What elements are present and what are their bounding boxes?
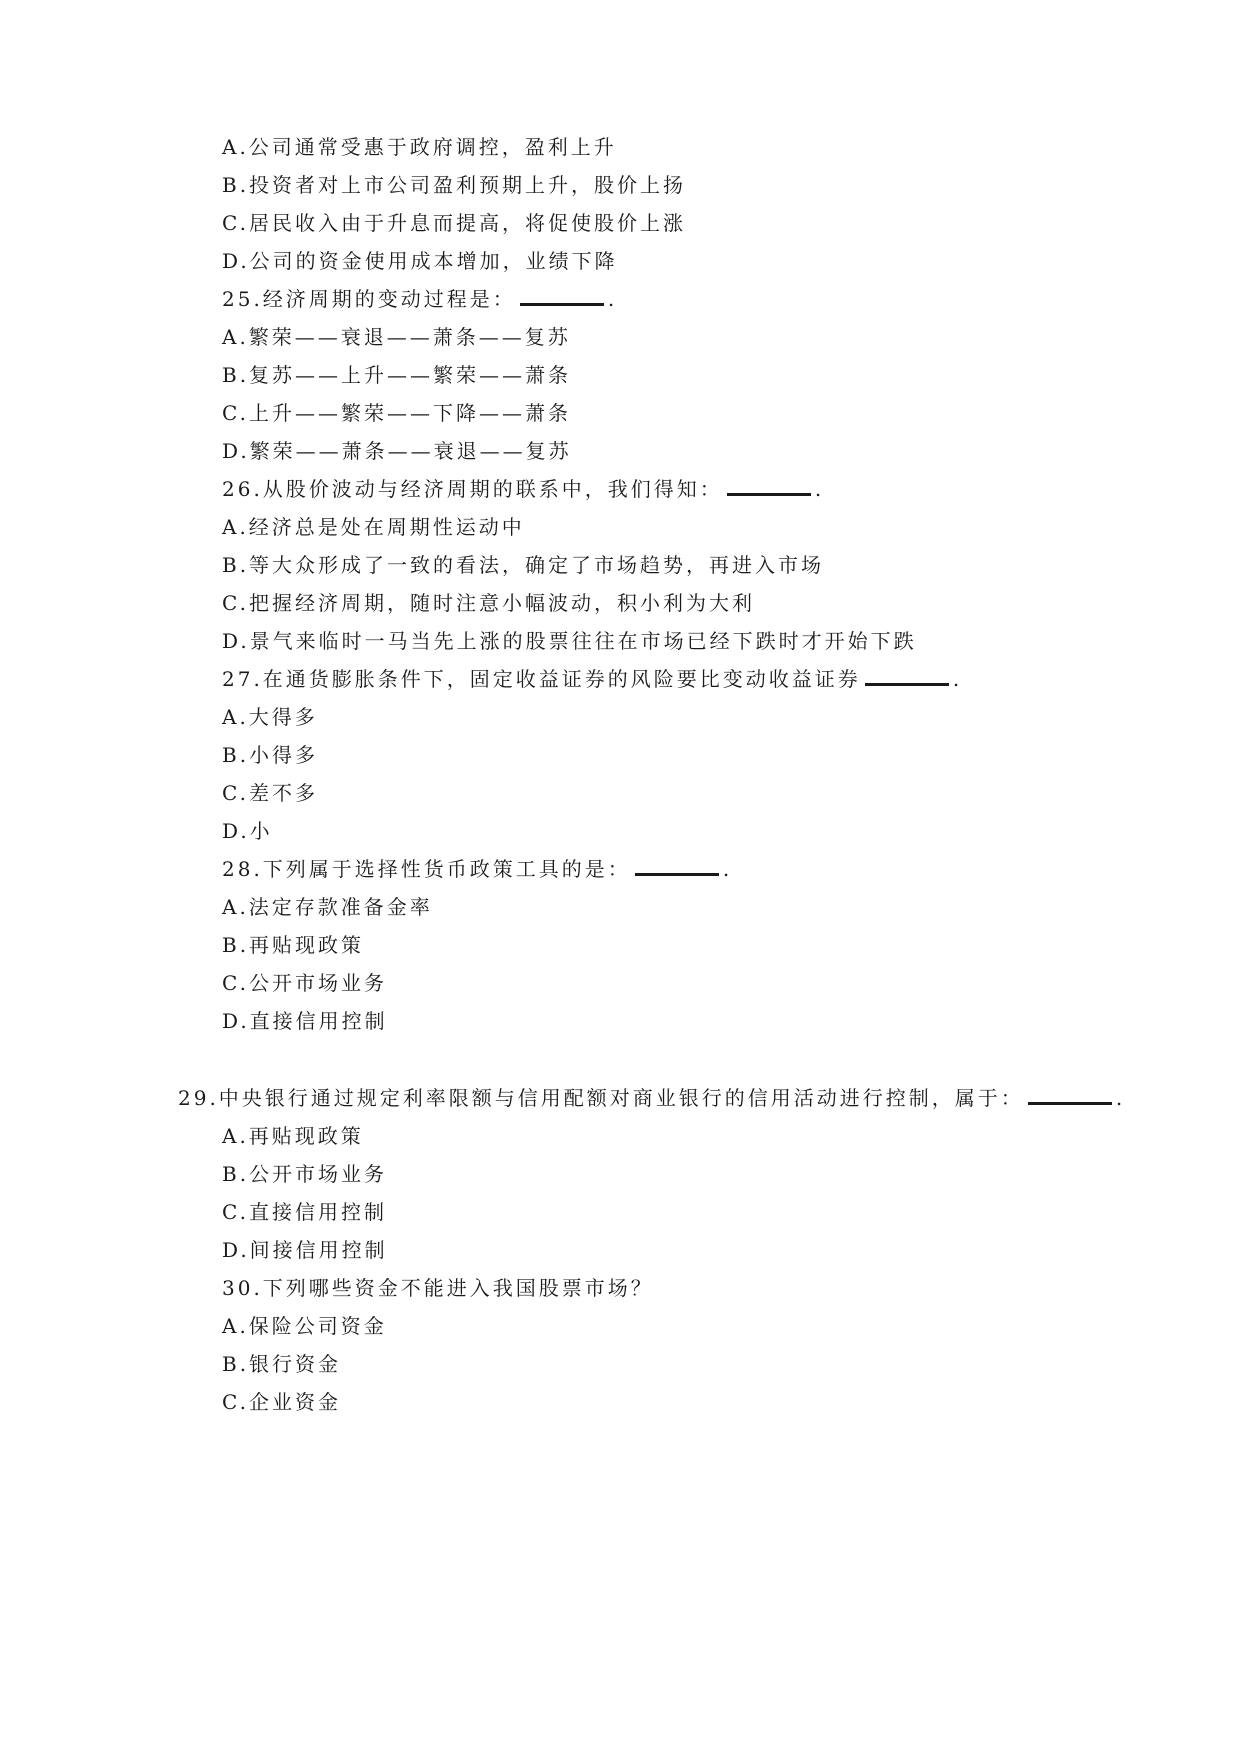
answer-blank <box>865 679 949 686</box>
q28-option-d: D.直接信用控制 <box>222 1009 388 1033</box>
q26-period: . <box>814 477 825 501</box>
q28-option-b: B.再贴现政策 <box>222 933 365 957</box>
q26-option-a: A.经济总是处在周期性运动中 <box>222 515 525 539</box>
q30-option-a: A.保险公司资金 <box>222 1314 387 1338</box>
q30-option-c: C.企业资金 <box>222 1390 341 1414</box>
q28-period: . <box>722 857 733 881</box>
q29-option-a: A.再贴现政策 <box>222 1124 364 1148</box>
q30-option-b: B.银行资金 <box>222 1352 342 1376</box>
q27-option-d: D.小 <box>222 819 273 843</box>
answer-blank <box>1028 1098 1112 1105</box>
answer-blank <box>635 869 719 876</box>
q25-option-a: A.繁荣——衰退——萧条——复苏 <box>222 325 571 349</box>
q27-option-b: B.小得多 <box>222 743 319 767</box>
q29-text: 29.中央银行通过规定利率限额与信用配额对商业银行的信用活动进行控制，属于： <box>178 1086 1024 1110</box>
answer-blank <box>727 489 811 496</box>
q27-period: . <box>952 667 963 691</box>
q28-stem <box>222 855 732 883</box>
q25-text: 25.经济周期的变动过程是： <box>222 287 516 311</box>
q25-period: . <box>607 287 618 311</box>
q27-stem <box>222 665 962 693</box>
q24-option-c: C.居民收入由于升息而提高，将促使股价上涨 <box>222 211 686 235</box>
q29-period: . <box>1115 1086 1126 1110</box>
q27-option-c: C.差不多 <box>222 781 318 805</box>
q28-option-c: C.公开市场业务 <box>222 971 387 995</box>
q25-option-d: D.繁荣——萧条——衰退——复苏 <box>222 439 572 463</box>
q27-option-a: A.大得多 <box>222 705 318 729</box>
q25-option-b: B.复苏——上升——繁荣——萧条 <box>222 363 572 387</box>
q26-stem <box>222 475 824 503</box>
q29-option-c: C.直接信用控制 <box>222 1200 387 1224</box>
q24-option-d: D.公司的资金使用成本增加，业绩下降 <box>222 249 618 273</box>
q25-option-c: C.上升——繁荣——下降——萧条 <box>222 401 571 425</box>
q24-option-b: B.投资者对上市公司盈利预期上升，股价上扬 <box>222 173 687 197</box>
q29-stem <box>178 1084 1125 1112</box>
q30-stem: 30.下列哪些资金不能进入我国股票市场？ <box>222 1276 654 1300</box>
q26-text: 26.从股价波动与经济周期的联系中，我们得知： <box>222 477 723 501</box>
q28-option-a: A.法定存款准备金率 <box>222 895 433 919</box>
q26-option-c: C.把握经济周期，随时注意小幅波动，积小利为大利 <box>222 591 755 615</box>
answer-blank <box>520 299 604 306</box>
q26-option-d: D.景气来临时一马当先上涨的股票往往在市场已经下跌时才开始下跌 <box>222 629 917 653</box>
q26-option-b: B.等大众形成了一致的看法，确定了市场趋势，再进入市场 <box>222 553 825 577</box>
q29-option-d: D.间接信用控制 <box>222 1238 388 1262</box>
q24-option-a: A.公司通常受惠于政府调控，盈利上升 <box>222 135 617 159</box>
q27-text: 27.在通货膨胀条件下，固定收益证券的风险要比变动收益证券 <box>222 667 861 691</box>
q28-text: 28.下列属于选择性货币政策工具的是： <box>222 857 631 881</box>
q29-option-b: B.公开市场业务 <box>222 1162 388 1186</box>
q25-stem <box>222 285 617 313</box>
